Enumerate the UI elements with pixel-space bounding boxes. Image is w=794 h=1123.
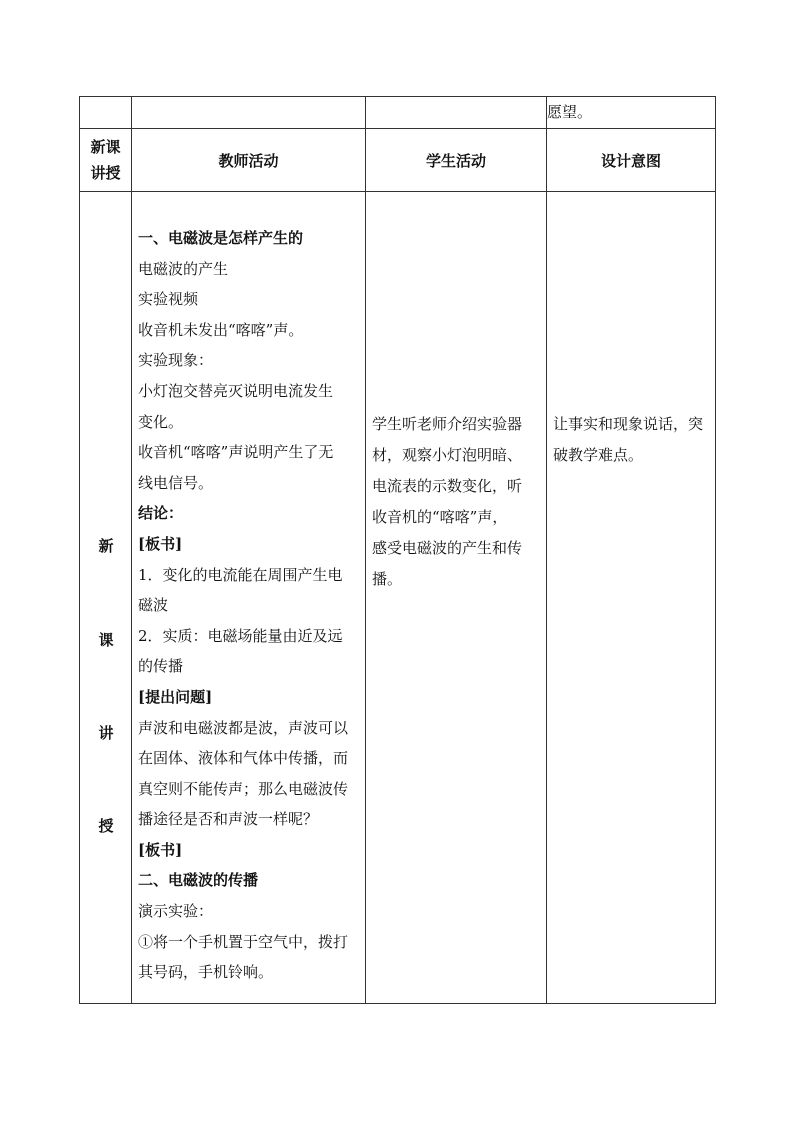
header-row (80, 129, 716, 192)
teacher-line: 2．实质：电磁场能量由近及远 (138, 626, 343, 645)
teacher-line: 真空则不能传声；那么电磁波传 (138, 779, 349, 798)
teacher-line: 收音机未发出“喀喀”声。 (138, 320, 304, 339)
teacher-line: 磁波 (138, 596, 169, 615)
teacher-line: 的传播 (138, 657, 184, 676)
section-label-line: 新课 (90, 138, 121, 156)
student-activity-header: 学生活动 (366, 129, 547, 192)
student-line: 感受电磁波的产生和传 (372, 539, 523, 557)
side-char: 授 (98, 817, 114, 835)
teacher-line: 二、电磁波的传播 (138, 871, 259, 890)
intent-line: 破教学难点。 (553, 446, 644, 464)
student-activity-cell (366, 192, 547, 1004)
continuation-row (80, 97, 716, 129)
student-line: 播。 (372, 570, 403, 588)
intent-line: 让事实和现象说话，突 (553, 415, 704, 433)
teacher-line: 1．变化的电流能在周围产生电 (138, 565, 343, 584)
teacher-line: 声波和电磁波都是波，声波可以 (138, 718, 349, 737)
side-char: 新 (98, 537, 114, 555)
content-row (80, 192, 716, 1004)
teacher-line: 小灯泡交替亮灭说明电流发生 (138, 381, 334, 400)
teacher-line: [提出问题] (138, 687, 213, 706)
teacher-line: ①将一个手机置于空气中，拨打 (138, 932, 349, 951)
design-intent-text (553, 192, 709, 471)
section-label-cell (80, 129, 132, 192)
teacher-line: 结论： (138, 504, 184, 523)
teacher-line: 实验现象： (138, 351, 214, 370)
empty-cell (132, 97, 366, 129)
teacher-line: 线电信号。 (138, 473, 214, 492)
section-label-line: 讲授 (90, 164, 121, 182)
teacher-line: 收音机“喀喀”声说明产生了无 (138, 443, 334, 462)
student-line: 电流表的示数变化，听 (372, 477, 523, 495)
teacher-line: 电磁波的产生 (138, 259, 229, 278)
teacher-line: [板书] (138, 534, 183, 553)
teacher-line: 在固体、液体和气体中传播，而 (138, 749, 349, 768)
student-line: 学生听老师介绍实验器 (372, 415, 523, 433)
teacher-line: 一、电磁波是怎样产生的 (138, 229, 304, 247)
side-char: 讲 (98, 724, 114, 742)
design-intent-header: 设计意图 (547, 129, 716, 192)
teacher-line: 演示实验： (138, 902, 214, 921)
design-intent-cell (547, 192, 716, 1004)
teacher-line: 实验视频 (138, 290, 199, 309)
intent-continuation-cell: 愿望。 (547, 97, 716, 129)
student-line: 材，观察小灯泡明暗、 (372, 446, 523, 464)
empty-cell (366, 97, 547, 129)
teacher-line: 其号码，手机铃响。 (138, 963, 274, 982)
teacher-activity-text (138, 192, 359, 988)
teacher-activity-header: 教师活动 (132, 129, 366, 192)
teacher-line: 变化。 (138, 412, 184, 431)
side-char: 课 (98, 631, 114, 649)
lesson-plan-table (79, 96, 716, 1004)
empty-cell (80, 97, 132, 129)
teacher-line: [板书] (138, 840, 183, 859)
teacher-line: 播途径是否和声波一样呢？ (138, 810, 319, 829)
student-activity-text (372, 192, 540, 595)
student-line: 收音机的“喀喀”声， (372, 508, 508, 526)
teacher-activity-cell (132, 192, 366, 1004)
section-side-label (80, 192, 132, 1004)
